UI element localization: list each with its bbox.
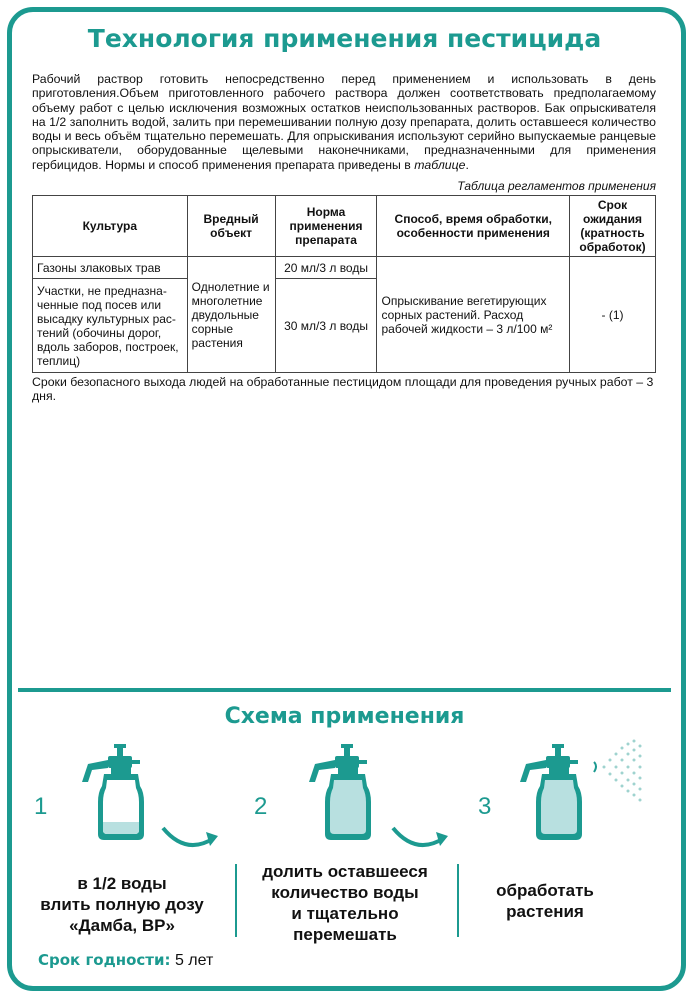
step-3-number: 3 <box>478 793 492 820</box>
spray-mist-icon <box>586 738 642 804</box>
intro-end: . <box>465 157 469 172</box>
intro-table-reference: таблице <box>414 157 466 172</box>
regulations-table <box>32 195 656 373</box>
scheme-title: Схема применения <box>224 704 465 729</box>
table-row <box>33 257 656 279</box>
table-header-row <box>33 196 656 257</box>
header-crop: Культура <box>33 196 188 257</box>
sprayer-filled-icon <box>301 742 381 844</box>
shelf-life-label: Срок годности: <box>38 951 171 969</box>
cell-rate-2: 30 мл/3 л воды <box>275 279 377 373</box>
step-1-line: в 1/2 воды <box>77 874 167 893</box>
header-pest: Вредный объект <box>187 196 275 257</box>
step-separator <box>457 864 459 937</box>
page-title: Технология применения пестицида <box>87 24 602 53</box>
step-3-text <box>470 880 620 922</box>
shelf-life <box>38 951 213 970</box>
intro-text: Рабочий раствор готовить непосредственно перед применением и использовать в день приготовления.Объем приготовленного рабочего раствора должен соответствовать предполагаемому объему работ с целью исключения возможных остатков неиспользованных растворов. Бак опрыскивателя на 1/2 заполнить водой, залить при перемешивании полную дозу препарата, долить оставшееся количество воды и весь объём тщательно перемешать. Для опрыскивания используют серийно выпускаемые ранцевые опрыскиватели, оборудованные щелевыми наконечниками, предназначенными для применения гербицидов. Нормы и способ применения препарата приведены в <box>32 72 656 172</box>
safety-text: Сроки безопасного выхода людей на обработанные пестицидом площади для проведения ручных работ – 3 дня. <box>32 375 654 404</box>
section-divider <box>18 688 671 692</box>
cell-crop-2: Участки, не предназна- ченные под посев или высадку культурных рас- тений (обочины дорог, вдоль заборов, построек, теплиц) <box>33 279 188 373</box>
step-2-line: долить оставшееся <box>262 862 428 881</box>
cell-crop-1: Газоны злаковых трав <box>33 257 188 279</box>
sprayer-filled-icon <box>512 742 592 844</box>
header-waiting: Срок ожидания (кратность обработок) <box>570 196 656 257</box>
sprayer-half-filled-icon <box>74 742 154 844</box>
cell-method: Опрыскивание вегетирующих сорных растений. Расход рабочей жидкости – 3 л/100 м² <box>377 257 570 373</box>
cell-pest: Однолетние и многолетние двудольные сорные растения <box>187 257 275 373</box>
cell-waiting: - (1) <box>570 257 656 373</box>
step-2-number: 2 <box>254 793 268 820</box>
curved-arrow-icon <box>160 824 222 858</box>
table-caption: Таблица регламентов применения <box>457 179 656 193</box>
step-2-text <box>240 861 450 945</box>
step-2-line: перемешать <box>293 925 397 944</box>
header-rate: Норма применения препарата <box>275 196 377 257</box>
step-separator <box>235 864 237 937</box>
step-1-line: «Дамба, ВР» <box>69 916 175 935</box>
step-1-line: влить полную дозу <box>40 895 204 914</box>
cell-rate-1: 20 мл/3 л воды <box>275 257 377 279</box>
intro-paragraph <box>32 72 656 172</box>
step-1-number: 1 <box>34 793 48 820</box>
shelf-life-value: 5 лет <box>174 952 214 969</box>
step-2-line: количество воды <box>271 883 419 902</box>
step-3-line: растения <box>506 902 584 921</box>
step-2-line: и тщательно <box>291 904 399 923</box>
step-1-text <box>22 873 222 936</box>
header-method: Способ, время обработки, особенности применения <box>377 196 570 257</box>
step-3-line: обработать <box>496 881 594 900</box>
curved-arrow-icon <box>390 824 452 858</box>
